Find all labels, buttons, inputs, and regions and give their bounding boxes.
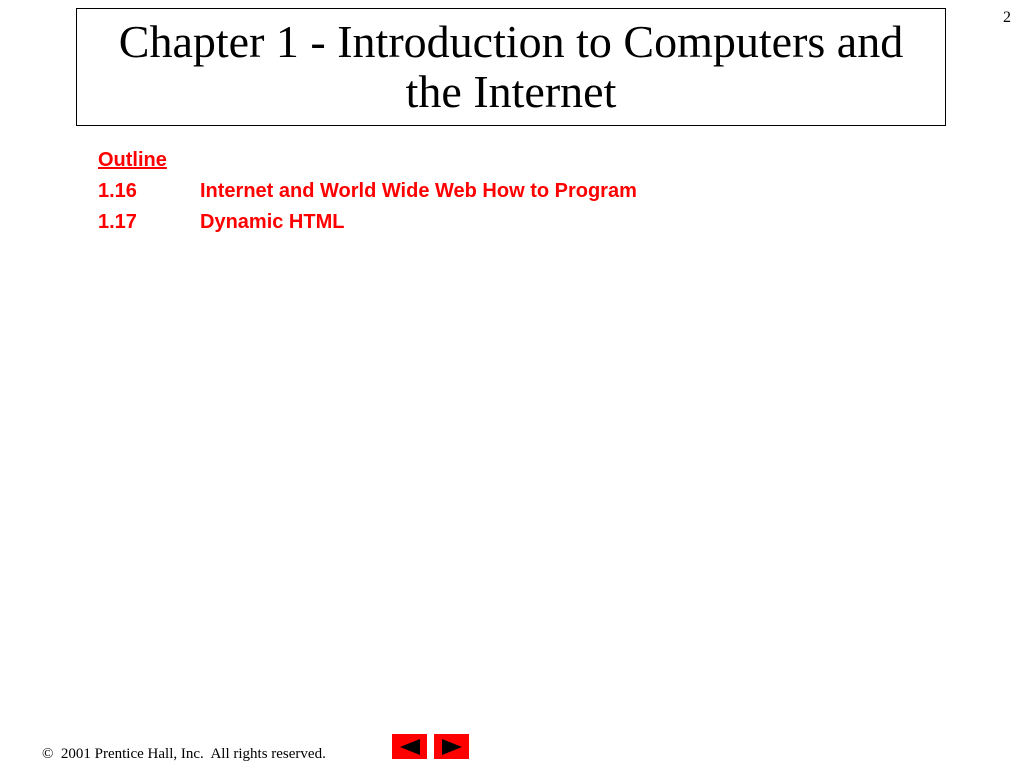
outline-item-text: Internet and World Wide Web How to Program bbox=[200, 180, 637, 202]
outline-item-number: 1.17 bbox=[98, 211, 137, 233]
triangle-right-icon bbox=[440, 738, 464, 756]
outline-section bbox=[98, 148, 637, 238]
outline-item bbox=[98, 207, 637, 238]
outline-heading: Outline bbox=[98, 149, 167, 171]
next-slide-button[interactable] bbox=[434, 734, 469, 759]
triangle-left-icon bbox=[398, 738, 422, 756]
copyright-notice: © 2001 Prentice Hall, Inc. All rights reserved. bbox=[42, 746, 326, 762]
outline-item-text: Dynamic HTML bbox=[200, 211, 345, 233]
previous-slide-button[interactable] bbox=[392, 734, 427, 759]
outline-item bbox=[98, 176, 637, 207]
slide-title: Chapter 1 - Introduction to Computers and the Internet bbox=[118, 16, 904, 117]
outline-item-number: 1.16 bbox=[98, 180, 137, 202]
title-box bbox=[76, 8, 946, 126]
slide-number: 2 bbox=[1003, 9, 1011, 26]
